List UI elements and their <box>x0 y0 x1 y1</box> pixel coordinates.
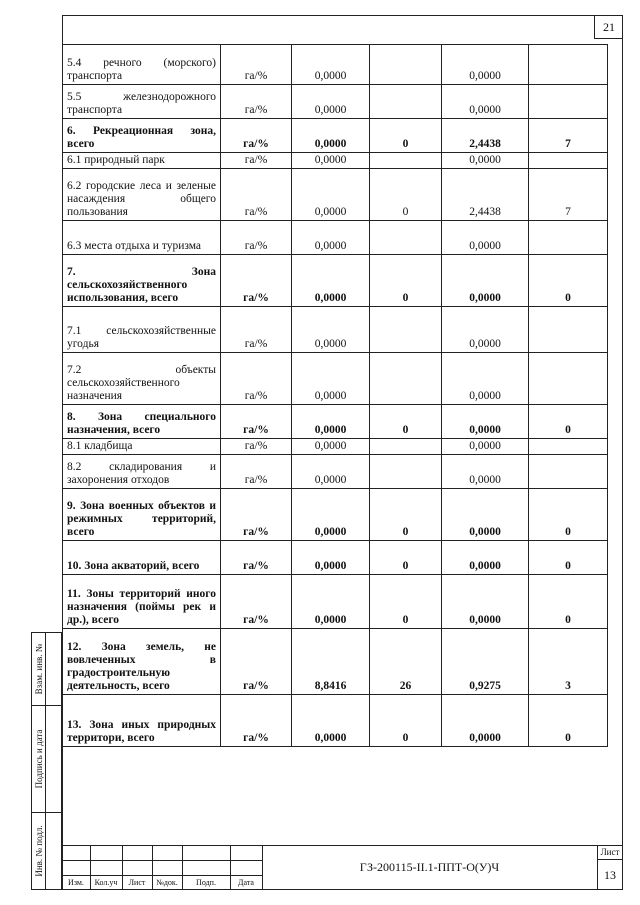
document-code: ГЗ-200115-II.1-ППТ-О(У)Ч <box>359 860 500 874</box>
value-cell: 0,0000 <box>292 405 370 439</box>
unit-cell: га/% <box>221 695 292 747</box>
sheet-number: 13 <box>604 868 616 882</box>
side-cell-original-inv <box>31 812 62 890</box>
stamp-header: Дата <box>238 878 254 887</box>
value-cell: 0,0000 <box>292 575 370 629</box>
stamp-header: Изм. <box>68 878 84 887</box>
title-block <box>62 845 623 890</box>
table-row <box>63 255 608 307</box>
table-row <box>63 307 608 353</box>
table-row <box>63 575 608 629</box>
unit-cell: га/% <box>221 85 292 119</box>
unit-cell: га/% <box>221 575 292 629</box>
value-cell: 0,0000 <box>442 45 529 85</box>
table-row <box>63 119 608 153</box>
value-cell: 0,0000 <box>442 153 529 169</box>
table-row <box>63 45 608 85</box>
table-row <box>63 489 608 541</box>
value-cell: 0,0000 <box>292 541 370 575</box>
table-row <box>63 405 608 439</box>
value-cell: 0,0000 <box>292 45 370 85</box>
value-cell: 0,0000 <box>442 255 529 307</box>
unit-cell: га/% <box>221 153 292 169</box>
value-cell <box>370 307 442 353</box>
zone-name-cell: 7. Зона сельскохозяйственного использования, всего <box>63 255 221 307</box>
value-cell: 0 <box>370 575 442 629</box>
value-cell: 0,0000 <box>442 489 529 541</box>
value-cell: 0 <box>529 405 608 439</box>
unit-cell: га/% <box>221 307 292 353</box>
value-cell <box>529 307 608 353</box>
value-cell: 0 <box>529 489 608 541</box>
side-cell-signature-date <box>31 705 62 813</box>
unit-cell: га/% <box>221 629 292 695</box>
side-label: Подпись и дата <box>33 729 44 789</box>
side-cell-replace-inv <box>31 632 62 706</box>
value-cell: 0,0000 <box>292 169 370 221</box>
zone-name-cell: 5.5 железнодорожного транспорта <box>63 85 221 119</box>
unit-cell: га/% <box>221 541 292 575</box>
value-cell: 0,0000 <box>292 221 370 255</box>
table-row <box>63 455 608 489</box>
value-cell: 0,0000 <box>442 353 529 405</box>
value-cell: 0,0000 <box>292 153 370 169</box>
value-cell <box>370 455 442 489</box>
value-cell: 0 <box>370 119 442 153</box>
value-cell: 0,0000 <box>442 221 529 255</box>
table-row <box>63 353 608 405</box>
zone-name-cell: 9. Зона военных объектов и режимных территорий, всего <box>63 489 221 541</box>
zone-name-cell: 7.1 сельскохозяйственные угодья <box>63 307 221 353</box>
table-row <box>63 85 608 119</box>
value-cell: 0,0000 <box>292 695 370 747</box>
value-cell: 0,0000 <box>442 439 529 455</box>
value-cell: 0,0000 <box>292 307 370 353</box>
zone-name-cell: 6.3 места отдыха и туризма <box>63 221 221 255</box>
zone-name-cell: 6.1 природный парк <box>63 153 221 169</box>
unit-cell: га/% <box>221 255 292 307</box>
stamp-header: №док. <box>156 878 178 887</box>
unit-cell: га/% <box>221 45 292 85</box>
value-cell: 0 <box>370 541 442 575</box>
value-cell: 0,0000 <box>442 405 529 439</box>
value-cell: 0,0000 <box>292 255 370 307</box>
value-cell: 0 <box>370 695 442 747</box>
unit-cell: га/% <box>221 353 292 405</box>
table-row <box>63 153 608 169</box>
value-cell: 0 <box>529 255 608 307</box>
value-cell: 0 <box>370 169 442 221</box>
zone-name-cell: 8.1 кладбища <box>63 439 221 455</box>
value-cell: 0,9275 <box>442 629 529 695</box>
stamp-header: Подп. <box>196 878 216 887</box>
value-cell <box>529 455 608 489</box>
value-cell <box>529 353 608 405</box>
zone-name-cell: 8.2 складирования и захоронения отходов <box>63 455 221 489</box>
zone-name-cell: 6.2 городские леса и зеленые насаждения общего пользования <box>63 169 221 221</box>
table-row <box>63 629 608 695</box>
value-cell: 0,0000 <box>442 695 529 747</box>
page-number-top: 21 <box>594 16 623 39</box>
value-cell: 0,0000 <box>292 439 370 455</box>
value-cell <box>370 45 442 85</box>
zone-name-cell: 5.4 речного (морского) транспорта <box>63 45 221 85</box>
side-stamp <box>31 632 62 890</box>
table-row <box>63 439 608 455</box>
value-cell <box>529 45 608 85</box>
value-cell: 26 <box>370 629 442 695</box>
table-row <box>63 221 608 255</box>
value-cell: 0,0000 <box>442 85 529 119</box>
side-label: Инв. № подл. <box>33 825 44 877</box>
table-row <box>63 169 608 221</box>
zone-name-cell: 6. Рекреационная зона, всего <box>63 119 221 153</box>
value-cell: 0,0000 <box>292 489 370 541</box>
value-cell: 2,4438 <box>442 119 529 153</box>
value-cell <box>529 221 608 255</box>
unit-cell: га/% <box>221 169 292 221</box>
side-label: Взам. инв. № <box>33 643 44 695</box>
zone-name-cell: 8. Зона специального назначения, всего <box>63 405 221 439</box>
value-cell <box>370 221 442 255</box>
value-cell: 0,0000 <box>292 119 370 153</box>
value-cell: 0,0000 <box>442 541 529 575</box>
value-cell: 0,0000 <box>292 455 370 489</box>
value-cell: 0 <box>370 489 442 541</box>
sheet-label: Лист <box>600 847 620 857</box>
unit-cell: га/% <box>221 439 292 455</box>
unit-cell: га/% <box>221 489 292 541</box>
unit-cell: га/% <box>221 221 292 255</box>
unit-cell: га/% <box>221 405 292 439</box>
value-cell: 2,4438 <box>442 169 529 221</box>
value-cell <box>529 85 608 119</box>
value-cell <box>370 353 442 405</box>
zone-name-cell: 12. Зона земель, не вовлеченных в градостроительную деятельность, всего <box>63 629 221 695</box>
zone-name-cell: 13. Зона иных природных территори, всего <box>63 695 221 747</box>
value-cell: 8,8416 <box>292 629 370 695</box>
value-cell: 0 <box>370 255 442 307</box>
value-cell <box>529 153 608 169</box>
zones-table <box>62 44 608 747</box>
unit-cell: га/% <box>221 455 292 489</box>
value-cell: 7 <box>529 169 608 221</box>
zone-name-cell: 11. Зоны территорий иного назначения (поймы рек и др.), всего <box>63 575 221 629</box>
value-cell: 0 <box>529 541 608 575</box>
stamp-header: Кол.уч <box>94 878 118 887</box>
table-row <box>63 695 608 747</box>
value-cell <box>370 85 442 119</box>
table-row <box>63 541 608 575</box>
value-cell: 0 <box>370 405 442 439</box>
value-cell <box>370 439 442 455</box>
stamp-header: Лист <box>128 878 146 887</box>
value-cell: 0 <box>529 575 608 629</box>
value-cell: 3 <box>529 629 608 695</box>
value-cell <box>529 439 608 455</box>
zone-name-cell: 10. Зона акваторий, всего <box>63 541 221 575</box>
value-cell: 0,0000 <box>442 455 529 489</box>
zone-name-cell: 7.2 объекты сельскохозяйственного назначения <box>63 353 221 405</box>
value-cell: 7 <box>529 119 608 153</box>
value-cell: 0,0000 <box>292 85 370 119</box>
value-cell: 0,0000 <box>442 307 529 353</box>
unit-cell: га/% <box>221 119 292 153</box>
value-cell <box>370 153 442 169</box>
value-cell: 0,0000 <box>292 353 370 405</box>
value-cell: 0,0000 <box>442 575 529 629</box>
value-cell: 0 <box>529 695 608 747</box>
